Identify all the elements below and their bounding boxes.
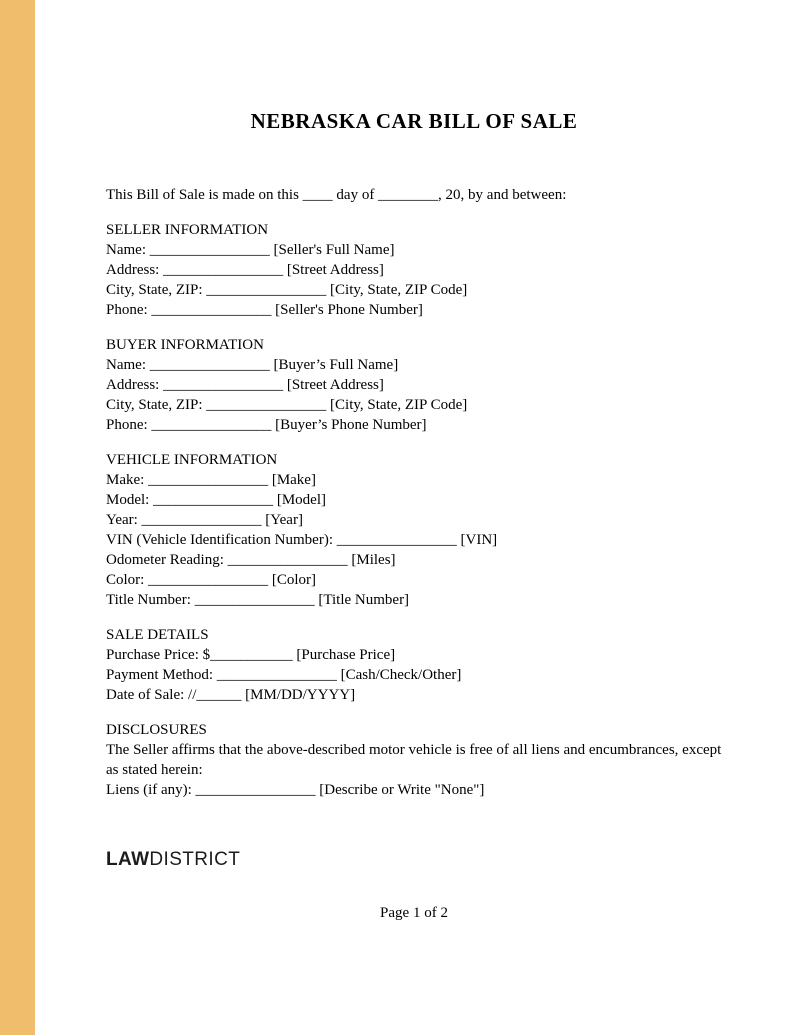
line-vehicle-color: Color: ________________ [Color] bbox=[106, 572, 316, 588]
line-seller-address: Address: ________________ [Street Address] bbox=[106, 262, 384, 278]
line-buyer-phone: Phone: ________________ [Buyer’s Phone Number] bbox=[106, 417, 427, 433]
lawdistrict-logo bbox=[106, 850, 722, 870]
section-seller-information bbox=[106, 220, 722, 320]
line-payment-method: Payment Method: ________________ [Cash/Check/Other] bbox=[106, 667, 462, 683]
section-heading-vehicle: VEHICLE INFORMATION bbox=[106, 452, 278, 468]
line-vehicle-odometer: Odometer Reading: ________________ [Miles] bbox=[106, 552, 396, 568]
section-sale-details bbox=[106, 625, 722, 705]
line-liens: Liens (if any): ________________ [Describe or Write "None"] bbox=[106, 782, 485, 798]
line-seller-city-state-zip: City, State, ZIP: ________________ [City, State, ZIP Code] bbox=[106, 282, 468, 298]
line-vehicle-year: Year: ________________ [Year] bbox=[106, 512, 303, 528]
section-buyer-information bbox=[106, 335, 722, 435]
line-buyer-city-state-zip: City, State, ZIP: ________________ [City, State, ZIP Code] bbox=[106, 397, 468, 413]
logo-text-bold: LAW bbox=[106, 849, 150, 870]
line-vehicle-title-number: Title Number: ________________ [Title Number] bbox=[106, 592, 410, 608]
line-seller-name: Name: ________________ [Seller's Full Name] bbox=[106, 242, 395, 258]
left-accent-stripe bbox=[0, 0, 35, 1035]
line-buyer-address: Address: ________________ [Street Address] bbox=[106, 377, 384, 393]
line-buyer-name: Name: ________________ [Buyer’s Full Name] bbox=[106, 357, 399, 373]
section-heading-seller: SELLER INFORMATION bbox=[106, 222, 269, 238]
line-purchase-price: Purchase Price: $___________ [Purchase Price] bbox=[106, 647, 396, 663]
line-date-of-sale: Date of Sale: //______ [MM/DD/YYYY] bbox=[106, 687, 356, 703]
line-vehicle-model: Model: ________________ [Model] bbox=[106, 492, 326, 508]
intro-line: This Bill of Sale is made on this ____ day of ________, 20, by and between: bbox=[106, 187, 567, 203]
section-heading-disclosures: DISCLOSURES bbox=[106, 722, 207, 738]
line-disclosure-statement: The Seller affirms that the above-described motor vehicle is free of all liens and encumbrances, except as stated herein: bbox=[106, 742, 722, 778]
section-heading-sale-details: SALE DETAILS bbox=[106, 627, 209, 643]
section-heading-buyer: BUYER INFORMATION bbox=[106, 337, 264, 353]
page-number: Page 1 of 2 bbox=[380, 905, 448, 921]
line-vehicle-vin: VIN (Vehicle Identification Number): ________________ [VIN] bbox=[106, 532, 498, 548]
section-vehicle-information bbox=[106, 450, 722, 610]
line-vehicle-make: Make: ________________ [Make] bbox=[106, 472, 316, 488]
section-disclosures bbox=[106, 720, 722, 800]
logo-text-light: DISTRICT bbox=[149, 849, 241, 870]
line-seller-phone: Phone: ________________ [Seller's Phone Number] bbox=[106, 302, 423, 318]
page-title: NEBRASKA CAR BILL OF SALE bbox=[250, 109, 578, 133]
document-page bbox=[35, 0, 800, 1035]
